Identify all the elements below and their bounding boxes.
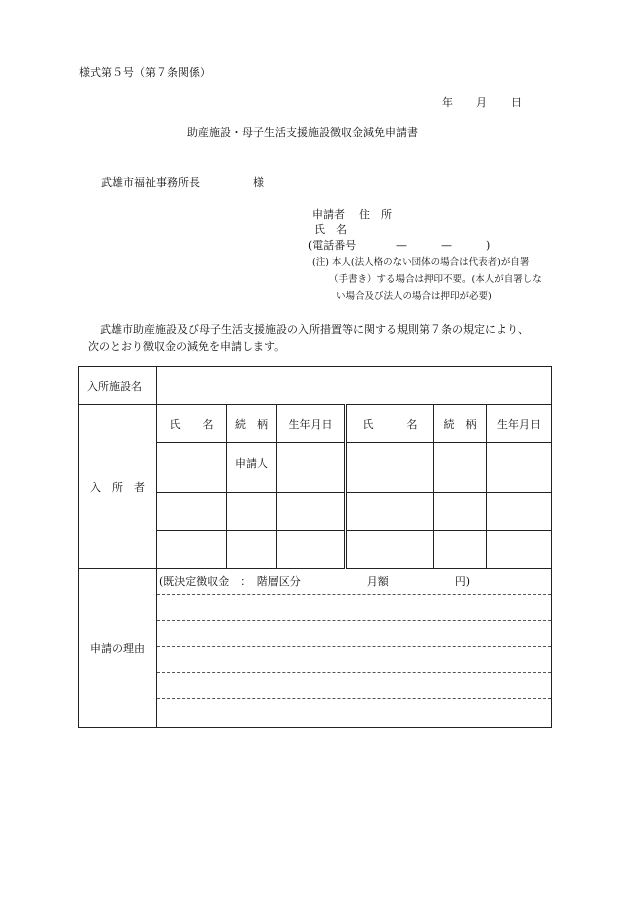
- facility-label: 入所施設名: [79, 367, 157, 405]
- name-label: 氏 名: [314, 223, 347, 236]
- resident-name-field[interactable]: [346, 443, 434, 493]
- form-number: 様式第５号（第７条関係）: [79, 66, 211, 79]
- date-month: 月: [476, 96, 487, 109]
- application-table: [78, 366, 552, 728]
- resident-relation-field[interactable]: [227, 531, 277, 569]
- resident-relation-field[interactable]: [434, 493, 487, 531]
- reason-first-line: (既決定徴収金 ： 階層区分 月額 円): [157, 569, 551, 595]
- page-title: 助産施設・母子生活支援施設徴収金減免申請書: [187, 126, 418, 139]
- resident-relation-field[interactable]: [434, 443, 487, 493]
- body-text-line-2: 次のとおり徴収金の減免を申請します。: [88, 340, 286, 353]
- reason-label: 申請の理由: [79, 569, 157, 728]
- resident-name-field[interactable]: [346, 531, 434, 569]
- resident-dob-field[interactable]: [487, 531, 552, 569]
- resident-dob-field[interactable]: [277, 493, 346, 531]
- reason-line[interactable]: [157, 699, 551, 725]
- applicant-label: 申請者: [312, 208, 345, 221]
- resident-name-field[interactable]: [157, 493, 227, 531]
- reason-line[interactable]: [157, 621, 551, 647]
- col-header-name: 氏 名: [157, 405, 227, 443]
- resident-name-field[interactable]: [157, 443, 227, 493]
- resident-relation-field[interactable]: [227, 493, 277, 531]
- phone-dash-2: —: [441, 239, 452, 252]
- col-header-relation-right: 続 柄: [434, 405, 487, 443]
- resident-dob-field[interactable]: [487, 493, 552, 531]
- phone-label: (電話番号: [308, 239, 357, 252]
- reason-line[interactable]: [157, 673, 551, 699]
- note-line-2: （手書き）する場合は押印不要。(本人が自署しな: [329, 274, 542, 285]
- addressee-honorific: 様: [253, 176, 264, 189]
- address-label: 住 所: [359, 208, 392, 221]
- phone-dash-1: —: [396, 239, 407, 252]
- resident-name-field[interactable]: [346, 493, 434, 531]
- col-header-dob-right: 生年月日: [487, 405, 552, 443]
- resident-dob-field[interactable]: [277, 443, 346, 493]
- resident-dob-field[interactable]: [277, 531, 346, 569]
- date-day: 日: [511, 96, 522, 109]
- phone-close: ): [486, 239, 491, 252]
- reason-line[interactable]: [157, 647, 551, 673]
- residents-label: 入 所 者: [79, 405, 157, 569]
- resident-name-field[interactable]: [157, 531, 227, 569]
- col-header-relation: 続 柄: [227, 405, 277, 443]
- resident-relation-field[interactable]: [434, 531, 487, 569]
- note-line-3: い場合及び法人の場合は押印が必要): [336, 291, 492, 302]
- col-header-dob: 生年月日: [277, 405, 346, 443]
- addressee-name: 武雄市福祉事務所長: [101, 176, 200, 189]
- applicant-relation: 申請人: [227, 443, 277, 493]
- note-line-1: (注) 本人(法人格のない団体の場合は代表者)が自署: [312, 257, 530, 268]
- date-year: 年: [442, 96, 453, 109]
- col-header-name-right: 氏 名: [346, 405, 434, 443]
- facility-name-field[interactable]: [157, 367, 552, 405]
- body-text-line-1: 武雄市助産施設及び母子生活支援施設の入所措置等に関する規則第７条の規定により、: [100, 323, 529, 336]
- resident-dob-field[interactable]: [487, 443, 552, 493]
- reason-line[interactable]: [157, 595, 551, 621]
- reason-field[interactable]: [157, 569, 552, 728]
